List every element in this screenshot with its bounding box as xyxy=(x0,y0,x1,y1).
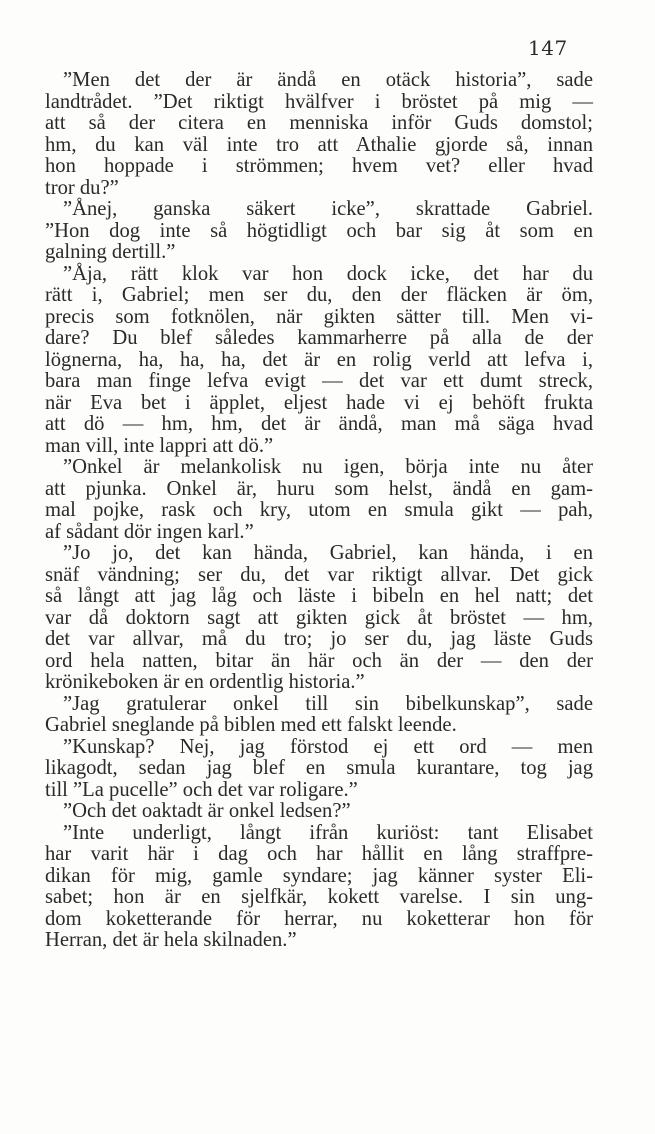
text-line: ”Onkel är melankolisk nu igen, börja inte nu åter xyxy=(63,456,593,478)
text-line: ”Jag gratulerar onkel till sin bibelkunskap”, sade xyxy=(63,692,593,715)
text-line: att dö — hm, hm, det är ändå, man må säga hvad xyxy=(45,413,593,435)
text-line: dare? Du blef således kammarherre på alla de der xyxy=(45,327,593,349)
text-line: rätt i, Gabriel; men ser du, den der fläcken är öm, xyxy=(45,284,593,306)
text-line: sabet; hon är en sjelfkär, kokett varelse. I sin ung- xyxy=(45,886,593,908)
text-line: ”Hon dog inte så högtidligt och bar sig åt som en xyxy=(45,219,593,242)
page-number: 147 xyxy=(528,36,568,60)
text-line: Gabriel sneglande på biblen med ett falskt leende. xyxy=(45,714,457,736)
text-line: ”Åja, rätt klok var hon dock icke, det har du xyxy=(63,262,593,285)
text-line: ”Och det oaktadt är onkel ledsen?” xyxy=(63,800,351,822)
text-line: tror du?” xyxy=(45,176,119,199)
text-line: har varit här i dag och har hållit en lång straffpre- xyxy=(45,843,593,865)
text-line: galning dertill.” xyxy=(45,241,176,263)
text-line: precis som fotknölen, när gikten sätter till. Men vi- xyxy=(45,305,593,328)
text-line: man vill, inte lappri att dö.” xyxy=(45,434,274,457)
text-line: att pjunka. Onkel är, huru som helst, ändå en gam- xyxy=(45,477,593,500)
text-line: mal pojke, rask och kry, utom en smula gikt — pah, xyxy=(45,499,593,521)
text-line: af sådant dör ingen karl.” xyxy=(45,520,254,543)
text-line: landtrådet. ”Det riktigt hvälfver i bröstet på mig — xyxy=(45,90,593,113)
text-line: så långt att jag låg och läste i bibeln en hel natt; det xyxy=(45,585,593,607)
text-line: det var allvar, må du tro; jo ser du, jag läste Guds xyxy=(45,628,593,650)
text-line: ”Jo jo, det kan hända, Gabriel, kan hända, i en xyxy=(63,542,593,564)
text-line: likagodt, sedan jag blef en smula kurantare, tog jag xyxy=(45,757,593,779)
text-line: krönikeboken är en ordentlig historia.” xyxy=(45,671,365,693)
text-line: dom koketterande för herrar, nu koketterar hon för xyxy=(45,907,593,930)
text-line: lögnerna, ha, ha, ha, det är en rolig verld att lefva i, xyxy=(45,348,593,371)
text-line: ”Kunskap? Nej, jag förstod ej ett ord — men xyxy=(63,735,593,758)
text-line: hm, du kan väl inte tro att Athalie gjorde så, innan xyxy=(45,133,593,156)
text-line: Herran, det är hela skilnaden.” xyxy=(45,929,297,951)
text-line: att så der citera en menniska inför Guds domstol; xyxy=(45,112,593,134)
text-line: ord hela natten, bitar än här och än der — den der xyxy=(45,649,593,672)
text-line: snäf vändning; ser du, det var riktigt allvar. Det gick xyxy=(45,563,593,586)
text-line: när Eva bet i äpplet, eljest hade vi ej behöft frukta xyxy=(45,391,593,414)
text-line: ”Ånej, ganska säkert icke”, skrattade Gabriel. xyxy=(63,198,593,220)
text-line: var då doktorn sagt att gikten gick åt bröstet — hm, xyxy=(45,606,593,629)
text-line: ”Men det der är ändå en otäck historia”, sade xyxy=(63,69,593,91)
text-line: till ”La pucelle” och det var roligare.” xyxy=(45,778,358,801)
text-line: bara man finge lefva evigt — det var ett dumt streck, xyxy=(45,370,593,392)
text-line: hon hoppade i strömmen; hvem vet? eller hvad xyxy=(45,155,593,177)
body-text xyxy=(45,70,593,952)
text-line: dikan för mig, gamle syndare; jag känner syster Eli- xyxy=(45,864,593,887)
text-line: ”Inte underligt, långt ifrån kuriöst: tant Elisabet xyxy=(63,821,593,844)
